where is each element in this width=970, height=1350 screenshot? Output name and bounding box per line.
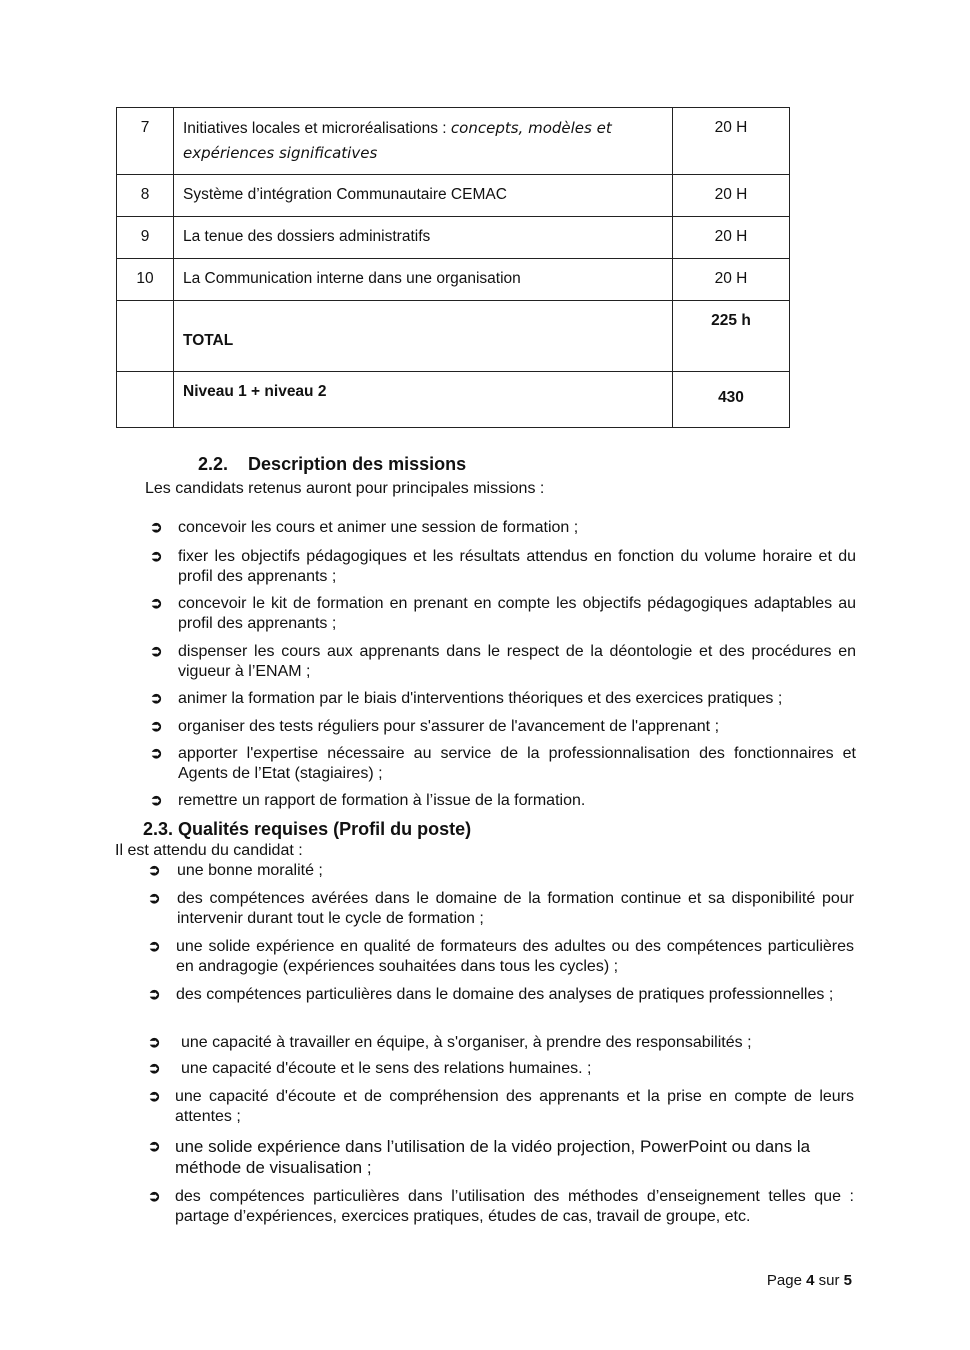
niveau-value-cell: [673, 372, 790, 428]
table-row: [117, 217, 790, 259]
arrow-bullet-icon: ➲: [150, 595, 163, 612]
arrow-bullet-icon: ➲: [148, 862, 161, 879]
arrow-bullet-icon: ➲: [148, 1034, 161, 1051]
niveau-label: Niveau 1 + niveau 2: [174, 372, 673, 428]
row-title: Initiatives locales et microréalisations : concepts, modèles et expériences significatives: [174, 108, 673, 175]
list-item: ➲ une capacité à travailler en équipe, à s'organiser, à prendre des responsabilités ;: [148, 1034, 752, 1051]
list-item: ➲ animer la formation par le biais d'interventions théoriques et des exercices pratiques ;: [150, 690, 783, 707]
list-item: ➲ apporter l'expertise nécessaire au service de la professionnalisation des fonctionnaires et Agents de l’Etat (stagiaires) ;: [150, 745, 856, 782]
section-22-intro: Les candidats retenus auront pour principales missions :: [145, 480, 545, 497]
current-page-number: 4: [806, 1272, 815, 1289]
row-hours: 20 H: [673, 217, 790, 259]
list-item: ➲ des compétences particulières dans le domaine des analyses de pratiques professionnelles ;: [148, 986, 834, 1003]
section-23-intro: Il est attendu du candidat :: [115, 842, 303, 859]
page-footer: Page 4 sur 5: [766, 1272, 852, 1289]
empty-cell: [117, 372, 174, 428]
row-hours: 20 H: [673, 175, 790, 217]
arrow-bullet-icon: ➲: [148, 890, 161, 907]
section-22-title: Description des missions: [248, 454, 467, 474]
table-row: [117, 259, 790, 301]
arrow-bullet-icon: ➲: [148, 1188, 161, 1205]
arrow-bullet-icon: ➲: [150, 690, 163, 707]
list-item: ➲ une bonne moralité ;: [148, 862, 323, 879]
table-row: [117, 175, 790, 217]
list-item: ➲ une solide expérience en qualité de formateurs des adultes ou des compétences particulières en andragogie (expériences souhaitées dans tous les cycles) ;: [148, 938, 854, 975]
arrow-bullet-icon: ➲: [148, 986, 161, 1003]
arrow-bullet-icon: ➲: [150, 519, 163, 536]
row-number: 8: [117, 175, 174, 217]
table-row: [117, 108, 790, 175]
arrow-bullet-icon: ➲: [150, 643, 163, 660]
row-title: La tenue des dossiers administratifs: [174, 217, 673, 259]
total-value: 225 h: [673, 301, 790, 372]
section-23-heading: 2.3. Qualités requises (Profil du poste): [143, 819, 472, 839]
arrow-bullet-icon: ➲: [148, 1060, 161, 1077]
list-item: ➲ remettre un rapport de formation à l’issue de la formation.: [150, 792, 586, 809]
arrow-bullet-icon: ➲: [148, 938, 161, 955]
row-number: 9: [117, 217, 174, 259]
total-label: TOTAL: [183, 332, 234, 349]
list-item: ➲ des compétences avérées dans le domaine de la formation continue et sa disponibilité pour intervenir durant tout le cycle de formation ;: [148, 890, 854, 927]
niveau-value: 430: [718, 389, 744, 406]
arrow-bullet-icon: ➲: [148, 1088, 161, 1105]
arrow-bullet-icon: ➲: [150, 548, 163, 565]
row-hours: 20 H: [673, 108, 790, 175]
row-title: Système d’intégration Communautaire CEMAC: [174, 175, 673, 217]
list-item: ➲ fixer les objectifs pédagogiques et les résultats attendus en fonction du volume horaire et du profil des apprenants ;: [150, 548, 856, 585]
total-row: [117, 301, 790, 372]
row-hours: 20 H: [673, 259, 790, 301]
list-item: ➲ des compétences particulières dans l’utilisation des méthodes d’enseignement telles que : partage d’expériences, exercices pratiques, études de cas, travail de groupe, etc.: [148, 1188, 854, 1225]
list-item: ➲ une capacité d'écoute et le sens des relations humaines. ;: [148, 1060, 592, 1077]
list-item: ➲ organiser des tests réguliers pour s'assurer de l'avancement de l'apprenant ;: [150, 718, 720, 735]
total-label-cell: [174, 301, 673, 372]
arrow-bullet-icon: ➲: [150, 718, 163, 735]
section-22-number: 2.2.: [198, 454, 229, 474]
list-item: ➲ concevoir le kit de formation en prenant en compte les objectifs pédagogiques adaptables au profil des apprenants ;: [150, 595, 856, 632]
total-page-number: 5: [843, 1272, 852, 1289]
section-22-heading: [198, 454, 466, 475]
niveau-row: [117, 372, 790, 428]
row-title-italic: concepts, modèles et expériences significatives: [183, 119, 612, 162]
row-number: 10: [117, 259, 174, 301]
row-number: 7: [117, 108, 174, 175]
row-title: La Communication interne dans une organisation: [174, 259, 673, 301]
arrow-bullet-icon: ➲: [150, 792, 163, 809]
list-item: ➲ concevoir les cours et animer une session de formation ;: [150, 519, 579, 536]
arrow-bullet-icon: ➲: [148, 1138, 161, 1155]
list-item: ➲ une capacité d'écoute et de compréhension des apprenants et la prise en compte de leurs attentes ;: [148, 1088, 854, 1125]
list-item: ➲ une solide expérience dans l’utilisation de la vidéo projection, PowerPoint ou dans la méthode de visualisation ;: [148, 1137, 811, 1177]
list-item: ➲ dispenser les cours aux apprenants dans le respect de la déontologie et des procédures en vigueur à l’ENAM ;: [150, 643, 856, 680]
empty-cell: [117, 301, 174, 372]
arrow-bullet-icon: ➲: [150, 745, 163, 762]
modules-table: [116, 107, 790, 428]
